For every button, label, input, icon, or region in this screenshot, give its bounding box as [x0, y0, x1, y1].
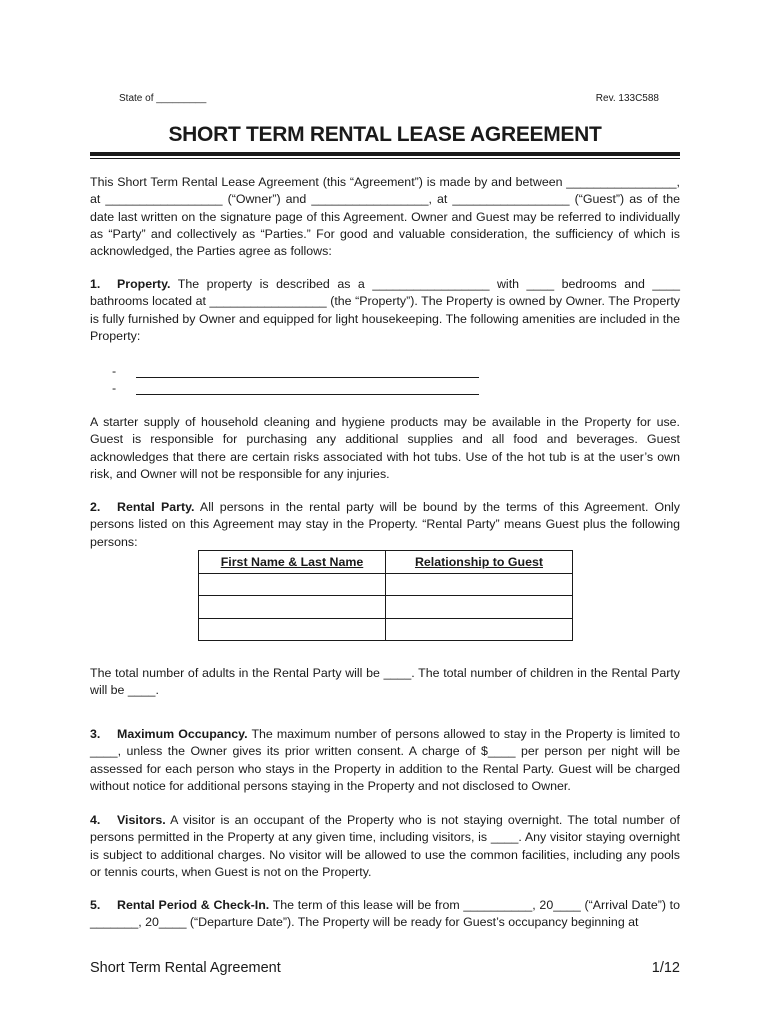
rental-party-table [198, 550, 573, 641]
section-heading: Maximum Occupancy. [117, 727, 248, 741]
section-rental-party [90, 499, 680, 551]
section-property [90, 276, 680, 345]
section-number: 2. [90, 500, 101, 514]
rental-party-total: The total number of adults in the Rental Party will be ____. The total number of children in the Rental Party will be ____. [90, 666, 680, 698]
table-row [199, 618, 573, 641]
document-title: SHORT TERM RENTAL LEASE AGREEMENT [168, 123, 602, 146]
table-row [199, 573, 573, 596]
page-number: 1/12 [651, 960, 680, 976]
state-field: State of _________ [119, 93, 207, 104]
section-number: 4. [90, 813, 101, 827]
revision-number: Rev. 133C588 [595, 93, 659, 104]
section-text: The property is described as a _________________ with ____ bedrooms and ____ bathrooms located at _________________ (the “Property”). The Property is owned by Owner. The Property is fully furnished by Owner and equipped for light housekeeping. The following amenities are included in the Property: [90, 277, 680, 343]
amenity-line: - [112, 363, 479, 380]
title-rule-thick [90, 152, 680, 156]
section-heading: Property. [117, 277, 171, 291]
section-text: The maximum number of persons allowed to stay in the Property is limited to ____, unless the Owner gives its prior written consent. A charge of $____ per person per night will be assessed for each person who stays in the Property in addition to the Rental Party. Guest will be charged without notice for additional persons staying in the Property and not disclosed to Owner. [90, 727, 680, 793]
title-rule-thin [90, 158, 680, 159]
section-text: The term of this lease will be from __________, 20____ (“Arrival Date”) to _______, 20____ (“Departure Date”). The Property will be ready for Guest’s occupancy beginning at [90, 898, 680, 930]
section-number: 5. [90, 898, 101, 912]
table-header-name: First Name & Last Name [199, 551, 386, 574]
section-heading: Rental Party. [117, 500, 195, 514]
supplies-paragraph: A starter supply of household cleaning and hygiene products may be available in the Property for use. Guest is responsible for purchasing any additional supplies and all food and beverages. Guest acknowledges that there are certain risks associated with hot tubs. Use of the hot tub is at the user’s own risk, and Owner will not be responsible for any injuries. [90, 415, 680, 481]
section-rental-period [90, 897, 680, 932]
footer-title: Short Term Rental Agreement [90, 960, 281, 976]
table-header-relationship: Relationship to Guest [386, 551, 573, 574]
section-maximum-occupancy [90, 726, 680, 795]
section-heading: Rental Period & Check-In. [117, 898, 270, 912]
section-heading: Visitors. [117, 813, 166, 827]
section-text: All persons in the rental party will be bound by the terms of this Agreement. Only persons listed on this Agreement may stay in the Property. “Rental Party” means Guest plus the following persons: [90, 500, 680, 549]
section-number: 1. [90, 277, 101, 291]
table-row [199, 596, 573, 619]
section-visitors [90, 812, 680, 881]
intro-paragraph: This Short Term Rental Lease Agreement (this “Agreement”) is made by and between ________________, at _________________ (“Owner”) and _________________, at _________________ (“Guest”) as of the date last written on the signature page of this Agreement. Owner and Guest may be referred to individually as “Party” and collectively as “Parties.” For good and valuable consideration, the sufficiency of which is acknowledged, the Parties agree as follows: [90, 175, 680, 259]
section-text: A visitor is an occupant of the Property who is not staying overnight. The total number of persons permitted in the Property at any given time, including visitors, is ____. Any visitor staying overnight is subject to additional charges. No visitor will be allowed to use the common facilities, including any pools or tennis courts, when Guest is not on the Property. [90, 813, 680, 879]
section-number: 3. [90, 727, 101, 741]
amenity-line: - [112, 380, 479, 397]
